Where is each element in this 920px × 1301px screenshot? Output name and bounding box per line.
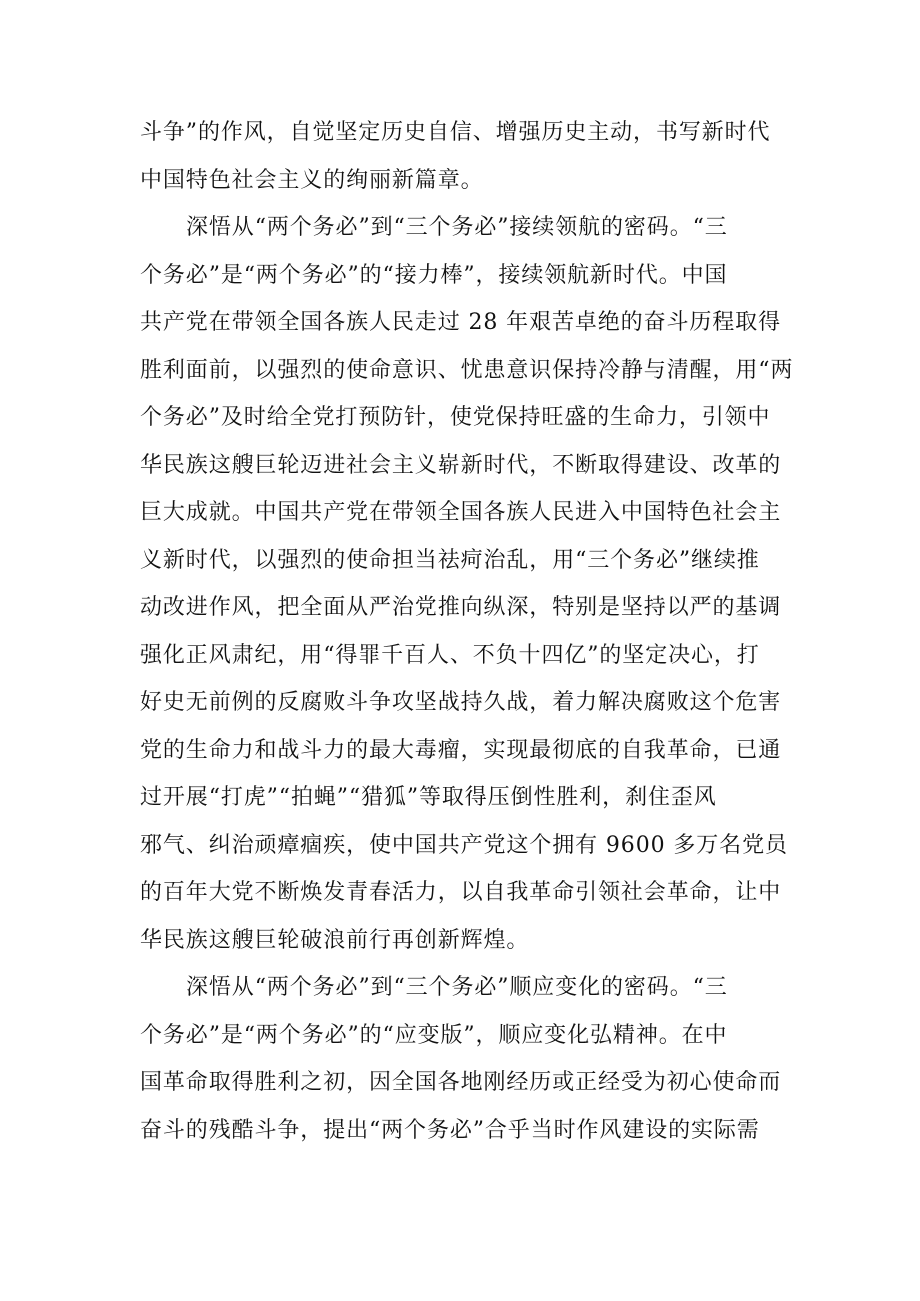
text-line: 华民族这艘巨轮迈进社会主义崭新时代，不断取得建设、改革的	[140, 452, 782, 478]
text-line: 共产党在带领全国各族人民走过 28 年艰苦卓绝的奋斗历程取得	[140, 310, 781, 335]
text-line: 强化正风肃纪，用“得罪千百人、不负十四亿”的坚定决心，打	[140, 642, 760, 668]
text-line: 的百年大党不断焕发青春活力，以自我革命引领社会革命，让中	[140, 880, 782, 905]
text-line: 党的生命力和战斗力的最大毒瘤，实现最彻底的自我革命，已通	[140, 737, 782, 763]
text-line: 胜利面前，以强烈的使命意识、忧患意识保持冷静与清醒，用“两	[140, 357, 794, 383]
text-line: 好史无前例的反腐败斗争攻坚战持久战，着力解决腐败这个危害	[140, 690, 782, 715]
text-line: 奋斗的残酷斗争，提出“两个务必”合乎当时作风建设的实际需	[140, 1117, 760, 1143]
text-line: 斗争”的作风，自觉坚定历史自信、增强历史主动，书写新时代	[140, 120, 771, 145]
text-line: 国革命取得胜利之初，因全国各地刚经历或正经受为初心使命而	[140, 1070, 782, 1095]
text-line: 义新时代，以强烈的使命担当祛疴治乱，用“三个务必”继续推	[140, 547, 760, 573]
text-line: 过开展“打虎”“拍蝇”“猎狐”等取得压倒性胜利，刹住歪风	[140, 785, 717, 810]
paragraph	[140, 204, 794, 964]
text-line: 动改进作风，把全面从严治党推向纵深，特别是坚持以严的基调	[140, 595, 782, 620]
text-line: 邪气、纠治顽瘴痼疾，使中国共产党这个拥有 9600 多万名党员	[140, 832, 788, 858]
paragraph	[140, 964, 780, 1154]
text-line: 个务必”是“两个务必”的“应变版”，顺应变化弘精神。在中	[140, 1022, 728, 1048]
text-line: 中国特色社会主义的绚丽新篇章。	[140, 167, 484, 193]
text-line: 个务必”及时给全党打预防针，使党保持旺盛的生命力，引领中	[140, 405, 771, 430]
text-line: 华民族这艘巨轮破浪前行再创新辉煌。	[140, 927, 530, 953]
paragraph	[140, 109, 780, 204]
text-line: 深悟从“两个务必”到“三个务必”接续领航的密码。“三	[186, 215, 728, 240]
document-body	[140, 109, 794, 1154]
text-line: 巨大成就。中国共产党在带领全国各族人民进入中国特色社会主	[140, 500, 782, 525]
text-line: 个务必”是“两个务必”的“接力棒”，接续领航新时代。中国	[140, 262, 728, 288]
text-line: 深悟从“两个务必”到“三个务必”顺应变化的密码。“三	[186, 975, 728, 1000]
